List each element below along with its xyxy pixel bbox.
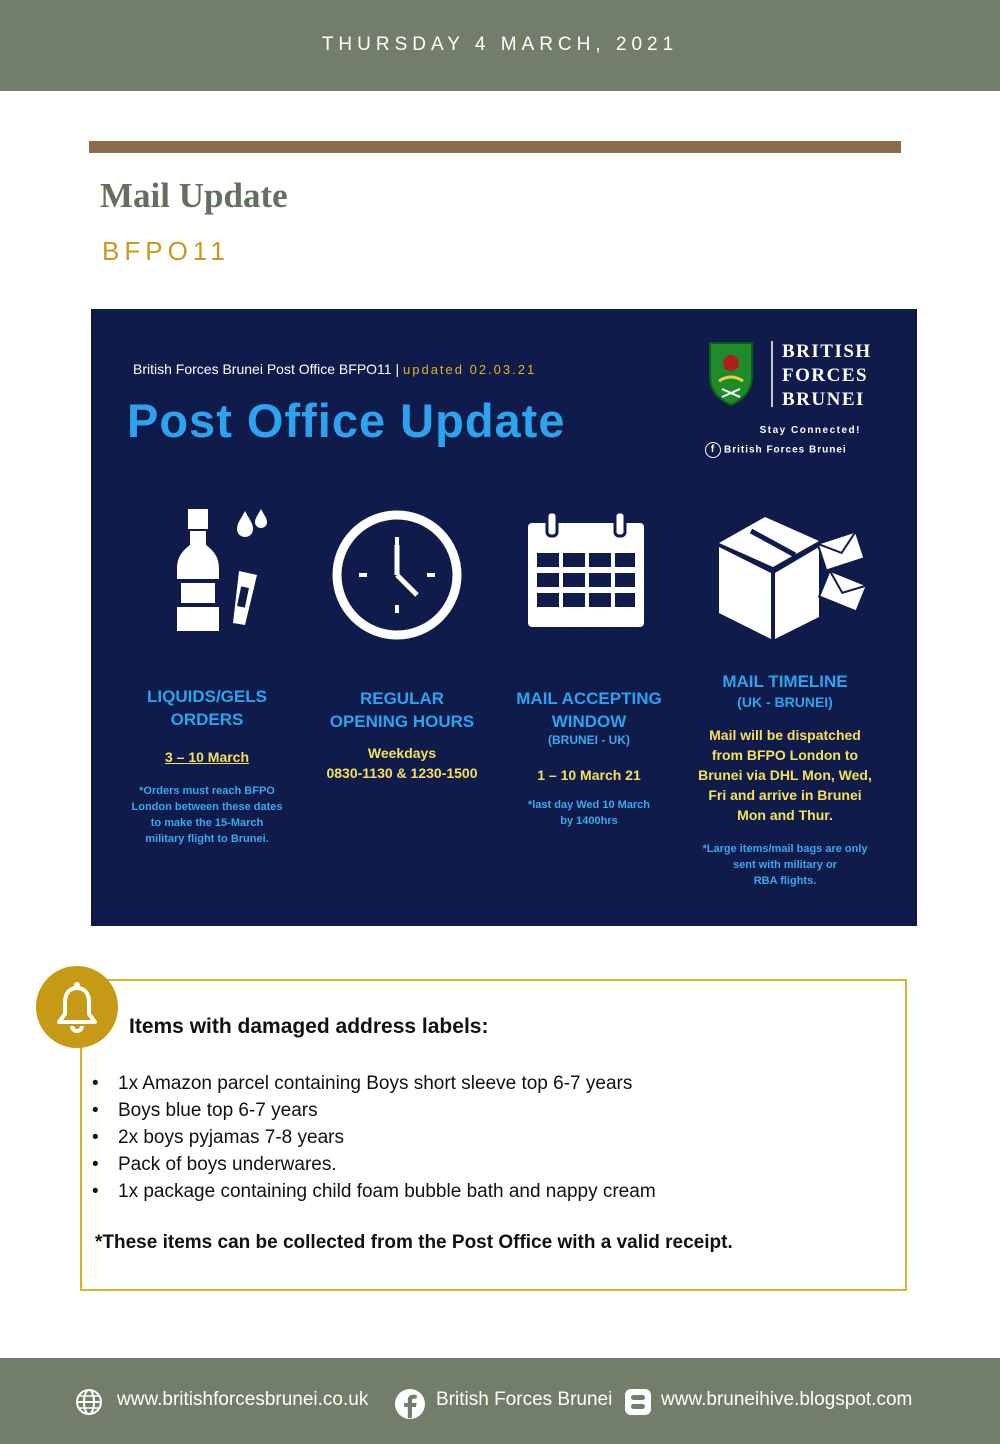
facebook-icon: f [705,442,721,458]
window-note-2: by 1400hrs [560,815,618,827]
footer-blog-link[interactable]: www.bruneihive.blogspot.com [661,1389,913,1410]
poster-title: Post Office Update [127,394,566,447]
header-date: THURSDAY 4 MARCH, 2021 [321,34,679,55]
crest-icon [708,341,754,407]
brand-line-3: BRUNEI [782,389,865,410]
page-subtitle: BFPO11 [102,236,230,266]
footer-website-link[interactable]: www.britishforcesbrunei.co.uk [117,1389,369,1410]
bell-badge [36,966,118,1048]
timeline-body-2: from BFPO London to [711,747,859,763]
timeline-body-3: Brunei via DHL Mon, Wed, [698,767,872,783]
top-bar [0,0,1000,91]
list-item: • Boys blue top 6-7 years [92,1100,318,1121]
list-item: • 2x boys pyjamas 7-8 years [92,1127,344,1148]
opening-hours-column [307,687,497,783]
title-rule [89,141,901,153]
timeline-body-1: Mail will be dispatched [709,727,861,743]
callout-heading: Items with damaged address labels: [129,1015,489,1038]
page-title: Mail Update [100,176,288,215]
hours-heading-2: OPENING HOURS [329,712,475,731]
globe-icon [75,1388,103,1416]
post-office-poster [91,309,917,926]
timeline-note-1: *Large items/mail bags are only [702,843,868,855]
liquids-heading-1: LIQUIDS/GELS [147,687,267,706]
hours-body-2: 0830-1130 & 1230-1500 [326,765,478,781]
facebook-footer-icon [394,1388,426,1420]
list-item-text: Boys blue top 6-7 years [118,1100,318,1121]
liquids-column [125,685,289,847]
timeline-heading: MAIL TIMELINE [722,672,848,691]
list-item-text: 1x package containing child foam bubble bath and nappy cream [118,1181,656,1202]
stay-connected: Stay Connected! [759,425,861,436]
bell-icon [36,966,118,1048]
window-heading-1: MAIL ACCEPTING [516,689,662,708]
timeline-body-5: Mon and Thur. [737,807,833,823]
footer-bar [0,1358,1000,1444]
list-item: • Pack of boys underwares. [92,1154,337,1175]
liquids-note-2: London between these dates [131,801,283,813]
poster-heading [133,361,536,377]
window-date: 1 – 10 March 21 [537,767,641,783]
parcel-icon [715,513,869,641]
poster-heading-text: British Forces Brunei Post Office BFPO11 | [133,361,400,377]
timeline-note-3: RBA flights. [753,875,817,887]
facebook-handle [705,442,847,458]
window-heading-2: WINDOW [551,712,627,731]
clock-icon [331,509,463,641]
window-note-1: *last day Wed 10 March [527,799,651,811]
blogger-icon [624,1388,652,1416]
brand-name [782,340,872,412]
timeline-note-2: sent with military or [733,859,837,871]
list-item-text: 2x boys pyjamas 7-8 years [118,1127,344,1148]
mail-timeline-column [685,670,885,889]
mail-window-column [509,687,669,829]
bottle-icon [175,505,271,635]
hours-heading-1: REGULAR [359,689,445,708]
crest-divider [771,341,773,407]
hours-body-1: Weekdays [367,745,437,761]
footer-facebook-link[interactable]: British Forces Brunei [436,1389,613,1410]
timeline-body-4: Fri and arrive in Brunei [708,787,862,803]
list-item-text: Pack of boys underwares. [118,1154,337,1175]
timeline-sub: (UK - BRUNEI) [737,694,833,710]
calendar-icon [525,509,647,631]
brand-line-1: BRITISH [782,341,872,362]
list-item: • 1x package containing child foam bubble bath and nappy cream [92,1181,656,1202]
list-item-text: 1x Amazon parcel containing Boys short sleeve top 6-7 years [118,1073,633,1094]
list-item: • 1x Amazon parcel containing Boys short sleeve top 6-7 years [92,1073,633,1094]
liquids-heading-2: ORDERS [170,710,244,729]
brand-line-2: FORCES [782,365,869,386]
callout-note: *These items can be collected from the Post Office with a valid receipt. [95,1232,733,1253]
liquids-note-3: to make the 15-March [150,817,264,829]
liquids-date: 3 – 10 March [164,749,250,765]
poster-updated: updated 02.03.21 [403,362,537,377]
liquids-note-1: *Orders must reach BFPO [139,785,275,797]
facebook-handle-text: British Forces Brunei [724,444,847,456]
window-sub: (BRUNEI - UK) [548,733,630,747]
damaged-items-list [92,1070,656,1205]
liquids-note-4: military flight to Brunei. [145,833,269,845]
